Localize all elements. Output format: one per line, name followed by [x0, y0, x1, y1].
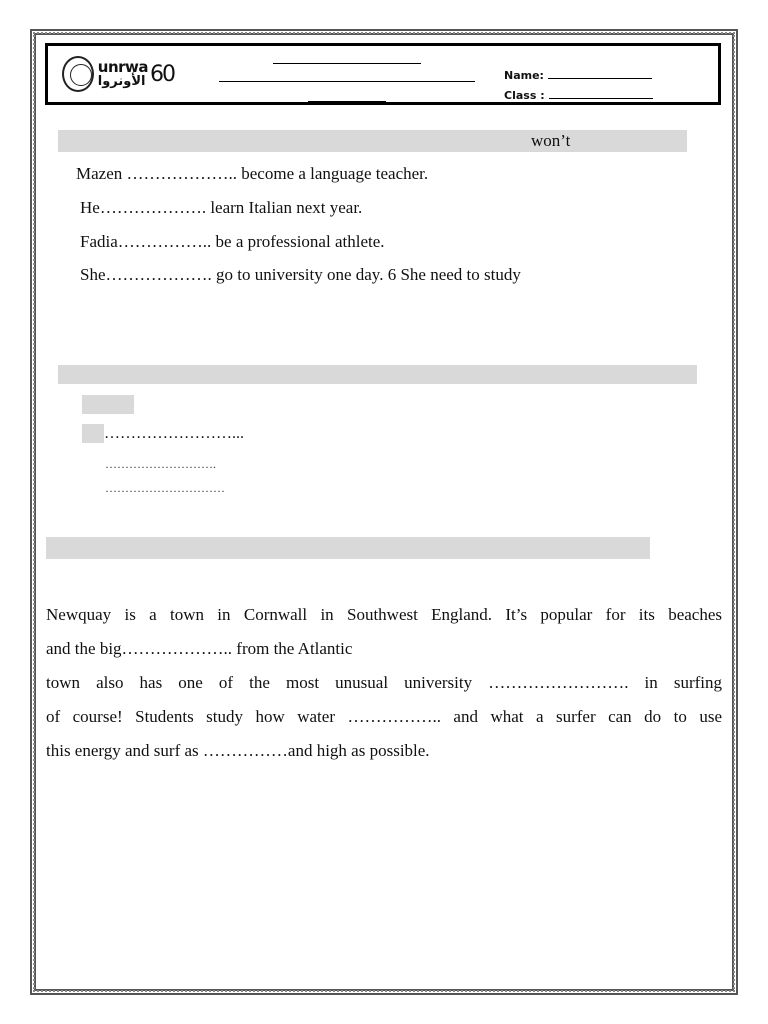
exercise-line-1: Mazen ……………….. become a language teacher. — [76, 164, 429, 183]
paragraph-line-2: and the big……………….. from the Atlantic — [46, 639, 353, 658]
section1-heading-bar — [58, 130, 687, 152]
name-label: Name: — [504, 69, 544, 82]
paragraph-line-5: this energy and surf as ……………and high as possible. — [46, 741, 430, 760]
class-label: Class : — [504, 89, 545, 102]
class-field[interactable] — [504, 88, 653, 102]
exercise-line-4: She………………. go to university one day. 6 She need to study — [80, 265, 521, 284]
reading-paragraph — [46, 598, 722, 768]
answer-dots-3[interactable]: ………………………… — [105, 481, 225, 495]
header-blank-line-2[interactable] — [219, 81, 475, 82]
paragraph-line-1: Newquay is a town in Cornwall in Southwest England. It’s popular for its beaches — [46, 605, 722, 624]
answer-dots-1[interactable]: ……………………... — [104, 425, 244, 442]
section3-heading-bar — [46, 537, 650, 559]
un-emblem-icon — [62, 56, 94, 92]
logo-english-text: unrwa — [97, 58, 148, 76]
name-field[interactable] — [504, 68, 652, 82]
header-blank-line-3[interactable] — [308, 101, 386, 102]
exercise-line-3: Fadia…………….. be a professional athlete. — [80, 232, 385, 251]
unrwa-logo — [62, 48, 174, 100]
paragraph-line-3: town also has one of the most unusual university ……………………. in surfing — [46, 673, 722, 692]
logo-arabic-text: الأونروا — [97, 74, 146, 89]
section2-number-box — [82, 424, 104, 443]
section2-label-box — [82, 395, 134, 414]
section1-heading-text: won’t — [531, 131, 571, 150]
class-blank[interactable] — [549, 88, 653, 99]
header-blank-line-1[interactable] — [273, 63, 421, 64]
name-blank[interactable] — [548, 68, 652, 79]
answer-dots-2[interactable]: ………………………. — [105, 457, 216, 471]
paragraph-line-4: of course! Students study how water …………….. and what a surfer can do to use — [46, 707, 722, 726]
exercise-line-2: He………………. learn Italian next year. — [80, 198, 363, 217]
section2-heading-bar — [58, 365, 697, 384]
logo-anniversary: 60 — [150, 61, 174, 87]
